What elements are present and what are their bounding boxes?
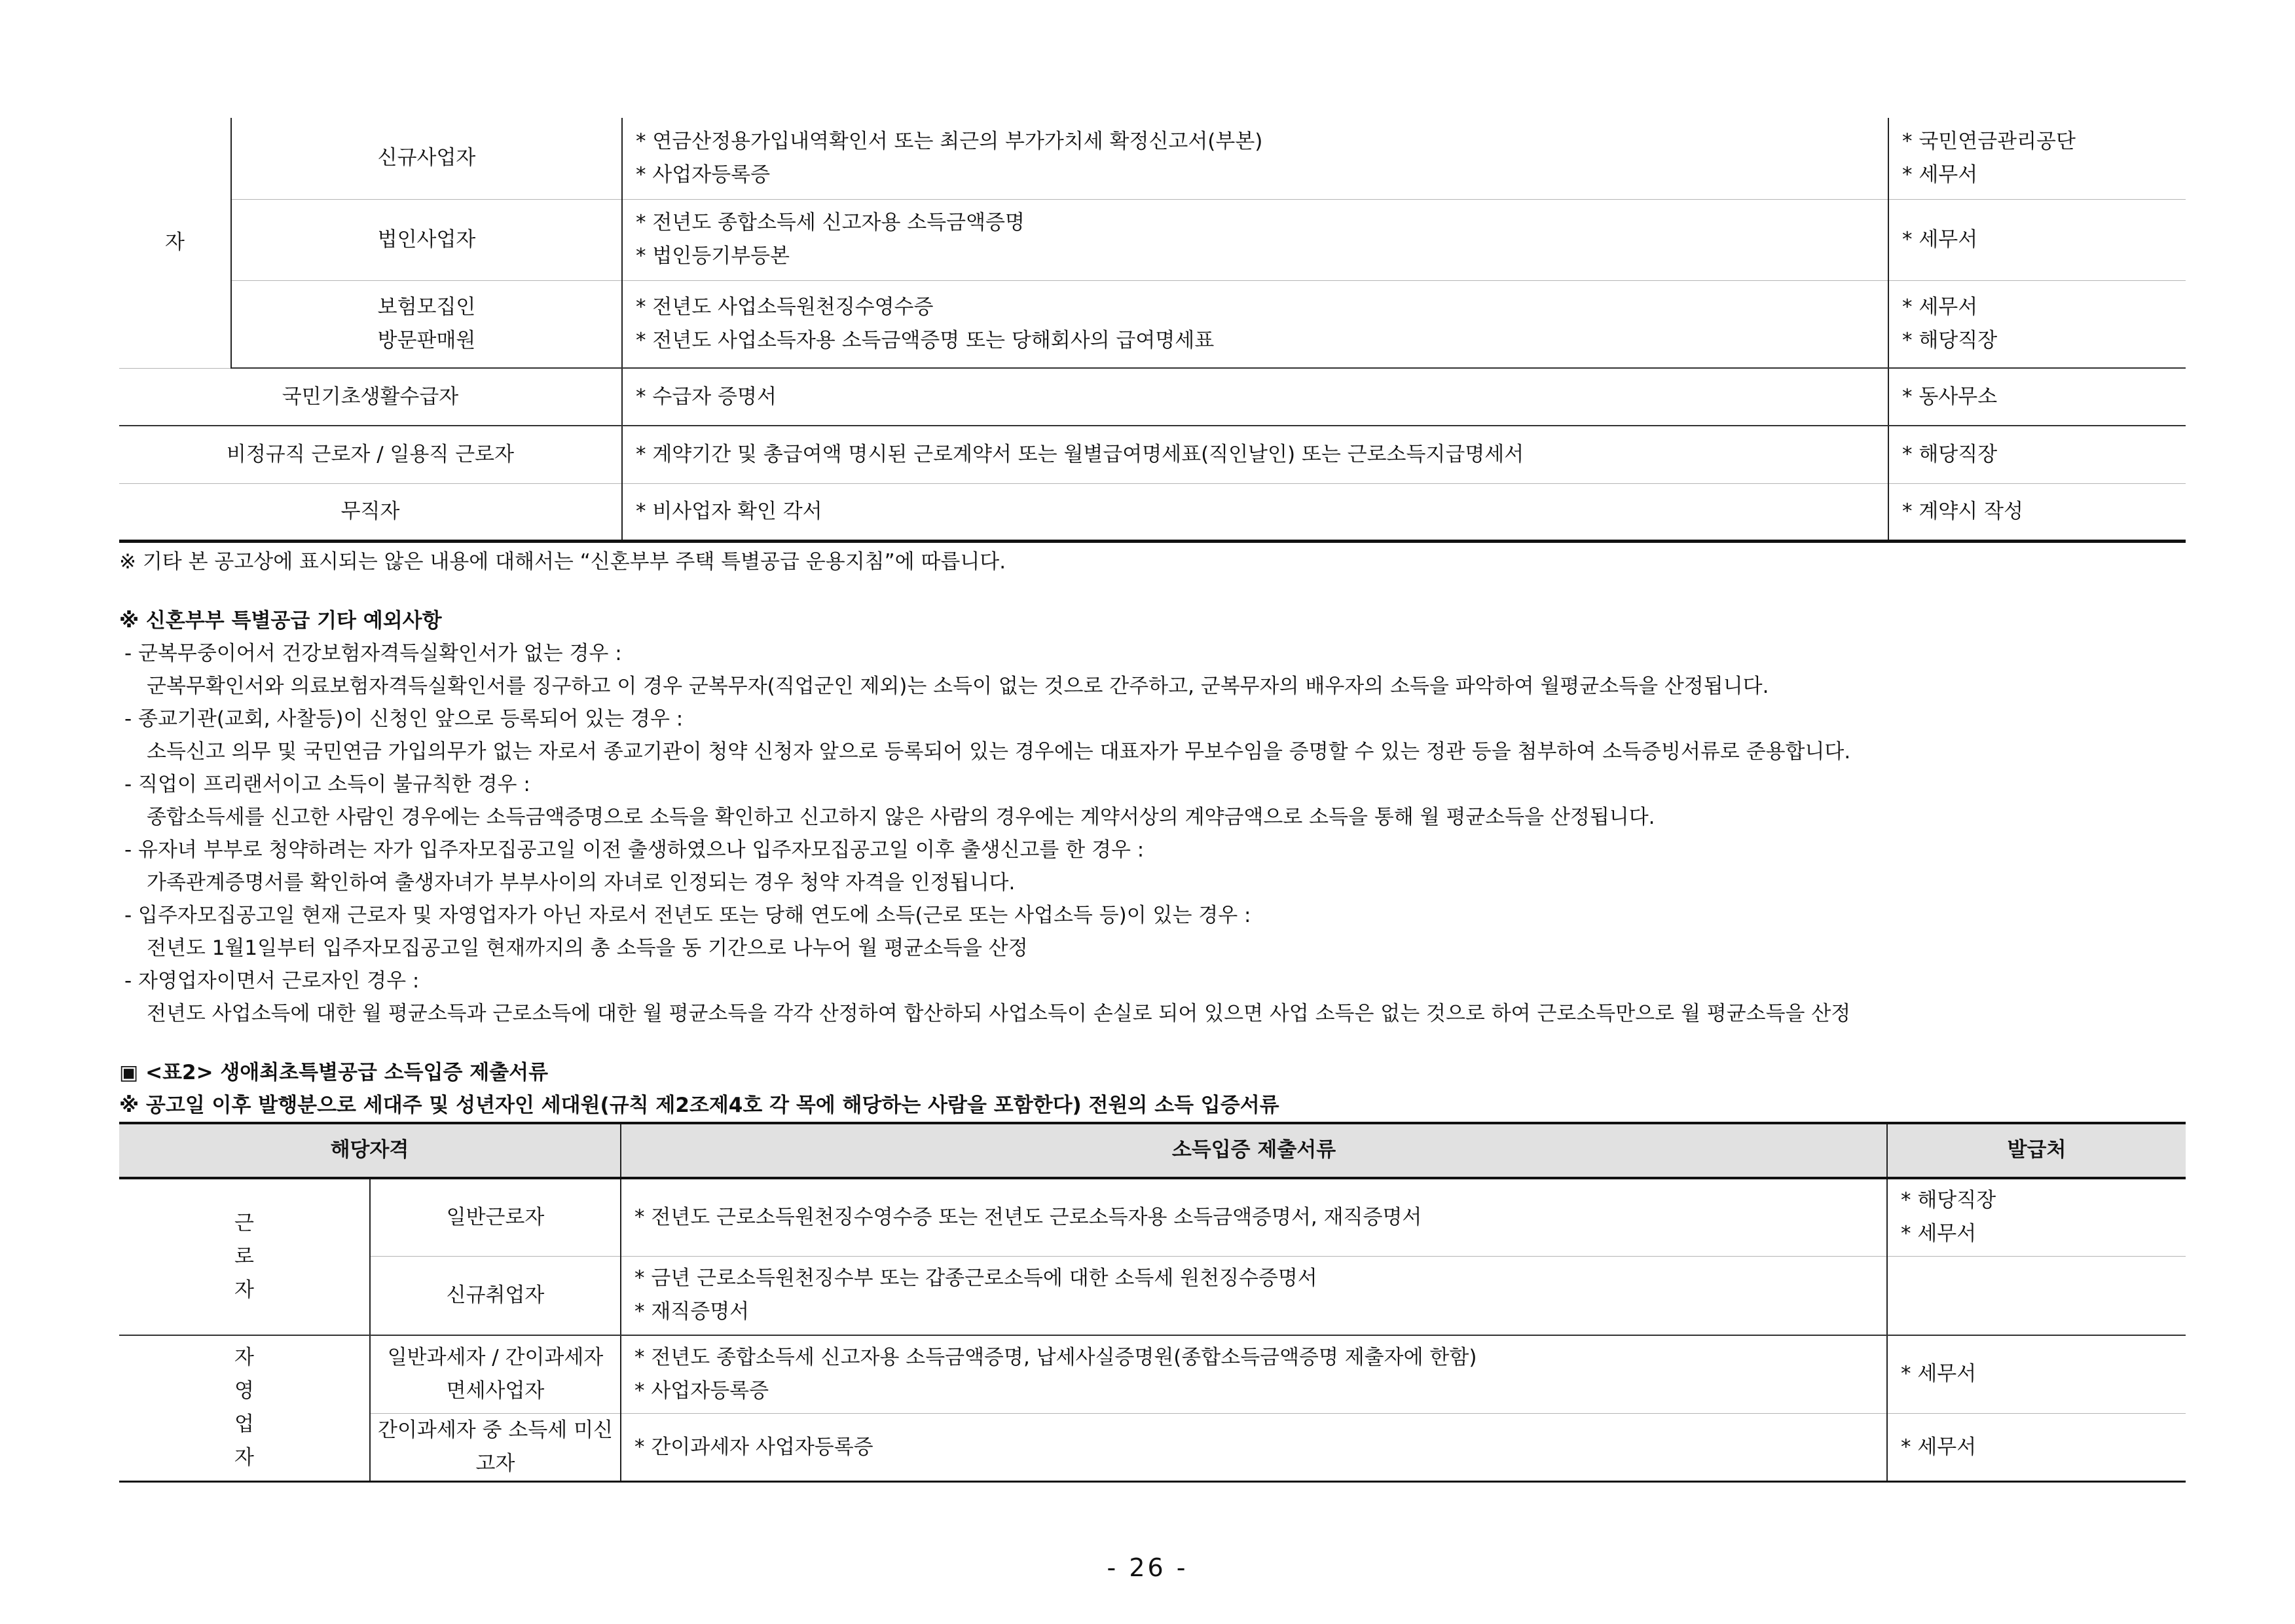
exceptions-section [119, 604, 2186, 1030]
documents-cell: * 계약기간 및 총급여액 명시된 근로계약서 또는 월별급여명세표(직인날인) 또는 근로소득지급명세서 [622, 426, 1888, 483]
table-row [119, 199, 2186, 280]
first-home-income-docs-table [119, 1122, 2186, 1483]
table-header-row [119, 1123, 2186, 1178]
exception-body: 군복무확인서와 의료보험자격득실확인서를 징구하고 이 경우 군복무자(직업군인 제외)는 소득이 없는 것으로 간주하고, 군복무자의 배우자의 소득을 파악하여 월평균소득을 산정됩니다. [147, 674, 1769, 698]
qualification-cell: 일반근로자 [370, 1178, 621, 1257]
documents-cell: * 연금산정용가입내역확인서 또는 최근의 부가가치세 확정신고서(부본) * 사업자등록증 [622, 118, 1888, 199]
document-page [119, 118, 2186, 1483]
group-label-self-employed: 자 영 업 자 [119, 1335, 370, 1482]
qualification-cell: 보험모집인 방문판매원 [231, 280, 622, 368]
table-row [119, 118, 2186, 199]
exception-heading: - 자영업자이면서 근로자인 경우 : [124, 969, 420, 993]
qualification-cell: 법인사업자 [231, 199, 622, 280]
page-number: - 26 - [1107, 1553, 1188, 1582]
exception-body: 전년도 사업소득에 대한 월 평균소득과 근로소득에 대한 월 평균소득을 각각 산정하여 합산하되 사업소득이 손실로 되어 있으면 사업 소득은 없는 것으로 하여 근로소득만으로 월 평균소득을 산정 [147, 1001, 1851, 1025]
section-title: ※ 신혼부부 특별공급 기타 예외사항 [119, 608, 442, 633]
table-row [119, 368, 2186, 426]
issuer-cell [1887, 1257, 2186, 1335]
qualification-cell: 무직자 [119, 483, 622, 541]
exception-heading: - 종교기관(교회, 사찰등)이 신청인 앞으로 등록되어 있는 경우 : [124, 707, 684, 731]
documents-cell: * 수급자 증명서 [622, 368, 1888, 426]
issuer-cell: * 세무서 [1887, 1414, 2186, 1482]
header-documents: 소득입증 제출서류 [621, 1123, 1887, 1178]
table2-heading [119, 1056, 2186, 1122]
income-docs-table-continued [119, 118, 2186, 543]
exception-heading: - 유자녀 부부로 청약하려는 자가 입주자모집공고일 이전 출생하였으나 입주자모집공고일 이후 출생신고를 한 경우 : [124, 838, 1145, 862]
table-row [119, 1257, 2186, 1335]
header-issuer: 발급처 [1887, 1123, 2186, 1178]
issuer-cell: * 세무서 [1887, 1335, 2186, 1414]
table-row [119, 1178, 2186, 1257]
qualification-cell: 비정규직 근로자 / 일용직 근로자 [119, 426, 622, 483]
issuer-cell: * 해당직장 * 세무서 [1887, 1178, 2186, 1257]
exception-body: 가족관계증명서를 확인하여 출생자녀가 부부사이의 자녀로 인정되는 경우 청약 자격을 인정됩니다. [147, 870, 1016, 895]
qualification-cell: 간이과세자 중 소득세 미신고자 [370, 1414, 621, 1482]
documents-cell: * 간이과세자 사업자등록증 [621, 1414, 1887, 1482]
exception-body: 전년도 1월1일부터 입주자모집공고일 현재까지의 총 소득을 동 기간으로 나누어 월 평균소득을 산정 [147, 936, 1028, 960]
qualification-cell: 신규사업자 [231, 118, 622, 199]
exception-heading: - 군복무중이어서 건강보험자격득실확인서가 없는 경우 : [124, 641, 622, 665]
group-label-worker: 근 로 자 [119, 1178, 370, 1335]
table-row [119, 483, 2186, 541]
table-row [119, 426, 2186, 483]
exception-heading: - 직업이 프리랜서이고 소득이 불규칙한 경우 : [124, 772, 530, 796]
qualification-cell: 신규취업자 [370, 1257, 621, 1335]
exception-body: 종합소득세를 신고한 사람인 경우에는 소득금액증명으로 소득을 확인하고 신고하지 않은 사람의 경우에는 계약서상의 계약금액으로 소득을 통해 월 평균소득을 산정됩니다. [147, 805, 1655, 829]
exception-heading: - 입주자모집공고일 현재 근로자 및 자영업자가 아닌 자로서 전년도 또는 당해 연도에 소득(근로 또는 사업소득 등)이 있는 경우 : [124, 903, 1251, 927]
issuer-cell: * 국민연금관리공단 * 세무서 [1888, 118, 2186, 199]
table-row [119, 1335, 2186, 1414]
table-row [119, 280, 2186, 368]
issuer-cell: * 계약시 작성 [1888, 483, 2186, 541]
group-label: 자 [119, 118, 231, 368]
documents-cell: * 전년도 근로소득원천징수영수증 또는 전년도 근로소득자용 소득금액증명서, 재직증명서 [621, 1178, 1887, 1257]
issuer-cell: * 해당직장 [1888, 426, 2186, 483]
table2-subtitle: ※ 공고일 이후 발행분으로 세대주 및 성년자인 세대원(규칙 제2조제4호 각 목에 해당하는 사람을 포함한다) 전원의 소득 입증서류 [119, 1093, 1279, 1117]
issuer-cell: * 세무서 [1888, 199, 2186, 280]
documents-cell: * 전년도 사업소득원천징수영수증 * 전년도 사업소득자용 소득금액증명 또는 당해회사의 급여명세표 [622, 280, 1888, 368]
exception-body: 소득신고 의무 및 국민연금 가입의무가 없는 자로서 종교기관이 청약 신청자 앞으로 등록되어 있는 경우에는 대표자가 무보수임을 증명할 수 있는 정관 등을 첨부하여 소득증빙서류로 준용합니다. [147, 739, 1851, 764]
issuer-cell: * 동사무소 [1888, 368, 2186, 426]
documents-cell: * 금년 근로소득원천징수부 또는 갑종근로소득에 대한 소득세 원천징수증명서 * 재직증명서 [621, 1257, 1887, 1335]
documents-cell: * 전년도 종합소득세 신고자용 소득금액증명, 납세사실증명원(종합소득금액증명 제출자에 한함) * 사업자등록증 [621, 1335, 1887, 1414]
documents-cell: * 비사업자 확인 각서 [622, 483, 1888, 541]
table-row [119, 1414, 2186, 1482]
qualification-cell: 일반과세자 / 간이과세자 면세사업자 [370, 1335, 621, 1414]
guideline-note: ※ 기타 본 공고상에 표시되는 않은 내용에 대해서는 “신혼부부 주택 특별공급 운용지침”에 따릅니다. [119, 549, 1006, 574]
header-qualification: 해당자격 [119, 1123, 621, 1178]
qualification-cell: 국민기초생활수급자 [119, 368, 622, 426]
issuer-cell: * 세무서 * 해당직장 [1888, 280, 2186, 368]
table2-title: ▣ <표2> 생애최초특별공급 소득입증 제출서류 [119, 1060, 549, 1084]
documents-cell: * 전년도 종합소득세 신고자용 소득금액증명 * 법인등기부등본 [622, 199, 1888, 280]
